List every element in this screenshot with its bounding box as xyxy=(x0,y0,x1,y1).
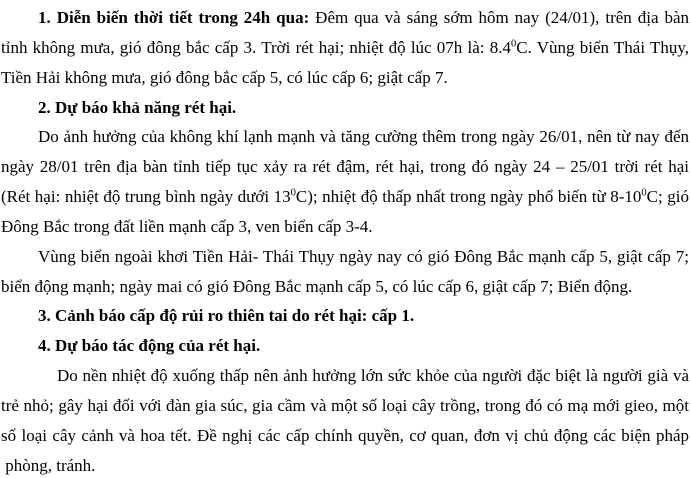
superscript-run: 0 xyxy=(290,187,296,199)
bold-text-run: 3. Cảnh báo cấp độ rủi ro thiên tai do rét hại: cấp 1. xyxy=(38,306,415,326)
bold-text-run: 1. Diễn biến thời tiết trong 24h qua: xyxy=(38,8,316,27)
paragraph xyxy=(1,242,689,302)
section-heading xyxy=(1,301,689,331)
text-run: C); nhiệt độ thấp nhất trong ngày phổ biến từ 8-10 xyxy=(295,187,642,207)
document-body xyxy=(1,3,689,478)
text-run: C; gió Đông Bắc trong đất liền mạnh cấp 3, ven biển cấp 3-4. xyxy=(1,187,689,236)
bold-text-run: 4. Dự báo tác động của rét hại. xyxy=(38,336,261,356)
section-heading xyxy=(1,93,689,123)
text-run: C. Vùng biển Thái Thụy, Tiền Hải không mưa, gió đông bắc cấp 5, có lúc cấp 6; giật cấp 7. xyxy=(1,37,689,87)
section-heading xyxy=(1,331,689,361)
text-run: Do ảnh hưởng của không khí lạnh mạnh và tăng cường thêm trong ngày 26/01, nên từ nay đến ngày 28/01 trên địa bàn tỉnh tiếp tục xảy ra rét đậm, rét hại, trong đó ngày 24 – 25/01 trời rét hại (Rét hại: nhiệt độ trung bình ngày dưới 13 xyxy=(1,127,689,207)
bold-text-run: 2. Dự báo khả năng rét hại. xyxy=(38,97,237,117)
paragraph xyxy=(1,361,689,478)
text-run: Vùng biển ngoài khơi Tiền Hải- Thái Thụy ngày nay có gió Đông Bắc mạnh cấp 5, giật cấp 7; biển động mạnh; ngày mai có gió Đông Bắc mạnh cấp 5, có lúc cấp 6, giật cấp 7; Biển động. xyxy=(1,246,689,296)
paragraph xyxy=(1,122,689,241)
text-run: Do nền nhiệt độ xuống thấp nên ảnh hưởng lớn sức khỏe của người đặc biệt là người già và trẻ nhỏ; gây hại đối với đàn gia súc, gia cầm và một số loại cây trồng, trong đó có mạ mới gieo, một số loại cây cảnh và hoa tết. Đề nghị các cấp chính quyền, cơ quan, đơn vị chủ động các biện pháp phòng, tránh. xyxy=(1,366,689,475)
superscript-run: 0 xyxy=(510,38,517,50)
paragraph xyxy=(1,3,689,93)
superscript-run: 0 xyxy=(641,187,647,199)
text-run: Đêm qua và sáng sớm hôm nay (24/01), trên địa bàn tỉnh không mưa, gió đông bắc cấp 3. Trời rét hại; nhiệt độ lúc 07h là: 8.4 xyxy=(1,8,689,57)
